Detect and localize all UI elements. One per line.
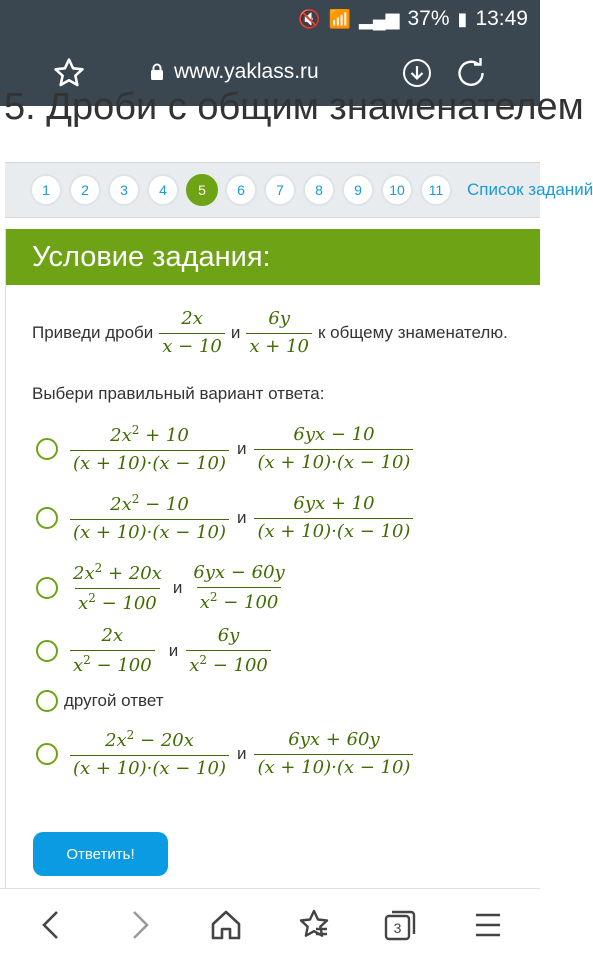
page-title: 5. Дроби с общим знаменателем bbox=[4, 86, 584, 128]
option-3-fraction-b: $\frac{6yx - 60y}{x^2 - 100}$ bbox=[193, 562, 285, 613]
answer-option-1[interactable] bbox=[36, 424, 419, 474]
reload-icon[interactable] bbox=[455, 57, 487, 89]
download-icon[interactable] bbox=[402, 58, 432, 88]
battery-icon: ▮ bbox=[457, 8, 468, 29]
radio-button[interactable] bbox=[36, 690, 58, 712]
option-1-fraction-a: $\frac{2x^2 + 10}{(x + 10)\cdot(x - 10)}$ bbox=[70, 424, 229, 474]
lock-icon bbox=[150, 63, 164, 81]
bookmarks-icon[interactable] bbox=[296, 907, 332, 943]
pager-item-9[interactable]: 9 bbox=[342, 174, 374, 206]
radio-button[interactable] bbox=[36, 640, 58, 662]
pager-item-7[interactable]: 7 bbox=[264, 174, 296, 206]
pager-item-11[interactable]: 11 bbox=[420, 174, 452, 206]
choose-instruction: Выбери правильный вариант ответа: bbox=[32, 384, 325, 403]
clock: 13:49 bbox=[475, 7, 528, 30]
pager-item-2[interactable]: 2 bbox=[69, 174, 101, 206]
option-3-fraction-a: $\frac{2x^2 + 20x}{x^2 - 100}$ bbox=[73, 561, 162, 614]
task-header: Условие задания: bbox=[6, 229, 540, 285]
pager-item-6[interactable]: 6 bbox=[225, 174, 257, 206]
home-icon[interactable] bbox=[208, 907, 244, 943]
task-card bbox=[5, 229, 540, 889]
and-word: и bbox=[236, 439, 247, 459]
fraction-6y-over-x-plus-10: $\frac{6y}{x + 10}$ bbox=[246, 309, 312, 357]
radio-button[interactable] bbox=[36, 577, 58, 599]
task-prompt bbox=[32, 309, 508, 357]
radio-button[interactable] bbox=[36, 438, 58, 460]
pager-item-1[interactable]: 1 bbox=[30, 174, 62, 206]
forward-icon[interactable] bbox=[122, 907, 158, 943]
wifi-icon: 📶 bbox=[328, 8, 352, 29]
other-answer-label: другой ответ bbox=[64, 691, 164, 710]
answer-option-2[interactable] bbox=[36, 493, 419, 543]
tabs-icon[interactable] bbox=[382, 907, 418, 943]
tab-count: 3 bbox=[393, 920, 402, 936]
prompt-suffix: к общему знаменателю. bbox=[317, 323, 508, 343]
answer-option-3[interactable] bbox=[36, 562, 294, 614]
address-bar[interactable] bbox=[150, 60, 319, 84]
option-4-fraction-b: $\frac{6y}{x^2 - 100}$ bbox=[186, 626, 271, 676]
signal-icon: ▂▄▆ bbox=[359, 8, 400, 29]
status-bar bbox=[0, 0, 540, 38]
option-2-fraction-a: $\frac{2x^2 - 10}{(x + 10)\cdot(x - 10)}$ bbox=[70, 493, 229, 543]
prompt-and: и bbox=[230, 323, 241, 343]
answer-option-6[interactable] bbox=[36, 729, 419, 779]
and-word: и bbox=[168, 641, 179, 661]
and-word: и bbox=[236, 744, 247, 764]
bookmark-star-icon[interactable] bbox=[52, 56, 86, 90]
prompt-prefix: Приведи дроби bbox=[32, 323, 154, 343]
option-1-fraction-b: $\frac{6yx - 10}{(x + 10)\cdot(x - 10)}$ bbox=[254, 425, 413, 473]
and-word: и bbox=[236, 508, 247, 528]
url-text: www.yaklass.ru bbox=[174, 60, 319, 83]
fraction-2x-over-x-minus-10: $\frac{2x}{x - 10}$ bbox=[159, 309, 225, 357]
pager-item-4[interactable]: 4 bbox=[147, 174, 179, 206]
submit-answer-button[interactable]: Ответить! bbox=[33, 832, 168, 876]
pager-item-5-active[interactable]: 5 bbox=[186, 174, 218, 206]
answer-option-5[interactable] bbox=[36, 690, 164, 712]
and-word: и bbox=[172, 578, 183, 598]
menu-icon[interactable] bbox=[470, 907, 506, 943]
bottom-navbar bbox=[0, 888, 540, 960]
option-6-fraction-a: $\frac{2x^2 - 20x}{(x + 10)\cdot(x - 10)}$ bbox=[70, 729, 229, 779]
answer-option-4[interactable] bbox=[36, 626, 277, 676]
radio-button[interactable] bbox=[36, 743, 58, 765]
pager-item-8[interactable]: 8 bbox=[303, 174, 335, 206]
task-list-link[interactable]: Список заданий bbox=[467, 180, 593, 199]
option-2-fraction-b: $\frac{6yx + 10}{(x + 10)\cdot(x - 10)}$ bbox=[254, 494, 413, 542]
mute-icon: 🔇 bbox=[298, 8, 321, 29]
option-6-fraction-b: $\frac{6yx + 60y}{(x + 10)\cdot(x - 10)}$ bbox=[254, 730, 413, 778]
task-pager bbox=[5, 162, 593, 218]
pager-item-10[interactable]: 10 bbox=[381, 174, 413, 206]
radio-button[interactable] bbox=[36, 507, 58, 529]
option-4-fraction-a: $\frac{2x}{x^2 - 100}$ bbox=[70, 626, 155, 676]
pager-item-3[interactable]: 3 bbox=[108, 174, 140, 206]
back-icon[interactable] bbox=[33, 907, 69, 943]
battery-percent: 37% bbox=[407, 7, 450, 30]
